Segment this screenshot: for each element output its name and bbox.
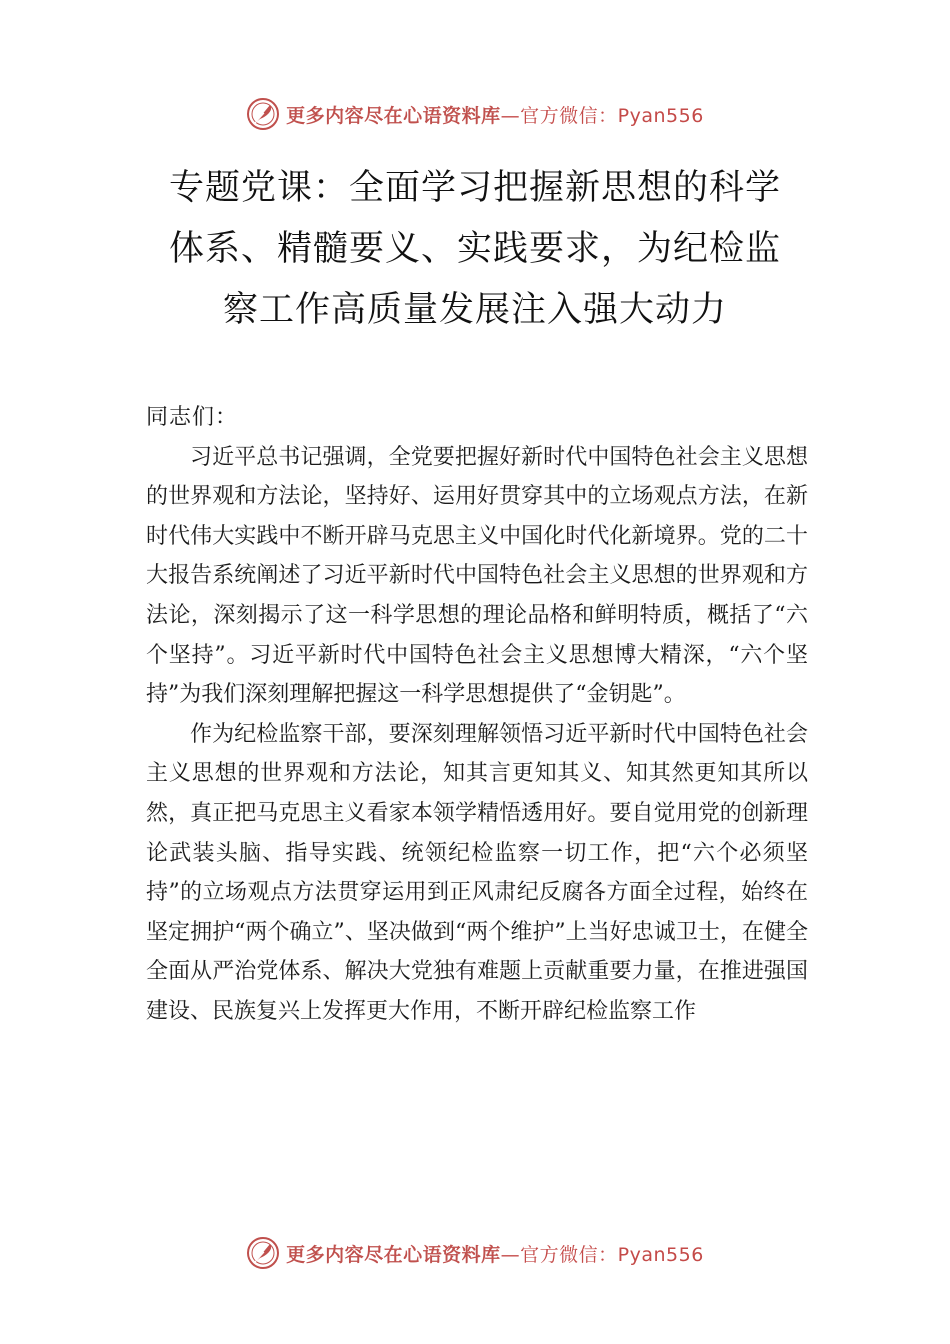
document-body [146, 398, 808, 1032]
watermark-wechat-text: —官方微信：Pyan556 [500, 1243, 704, 1266]
watermark-main-text: 更多内容尽在心语资料库 [286, 104, 501, 127]
watermark-main-text: 更多内容尽在心语资料库 [286, 1243, 501, 1266]
paragraph: 习近平总书记强调，全党要把握好新时代中国特色社会主义思想的世界观和方法论，坚持好、运用好贯穿其中的立场观点方法，在新时代伟大实践中不断开辟马克思主义中国化时代化新境界。党的二十大报告系统阐述了习近平新时代中国特色社会主义思想的世界观和方法论，深刻揭示了这一科学思想的理论品格和鲜明特质，概括了“六个坚持”。习近平新时代中国特色社会主义思想博大精深，“六个坚持”为我们深刻理解把握这一科学思想提供了“金钥匙”。 [146, 444, 808, 708]
quill-pen-logo-icon [246, 97, 280, 131]
paragraph: 作为纪检监察干部，要深刻理解领悟习近平新时代中国特色社会主义思想的世界观和方法论，知其言更知其义、知其然更知其所以然，真正把马克思主义看家本领学精悟透用好。要自觉用党的创新理论武装头脑、指导实践、统领纪检监察一切工作，把“六个必须坚持”的立场观点方法贯穿运用到正风肃纪反腐各方面全过程，始终在坚定拥护“两个确立”、坚决做到“两个维护”上当好忠诚卫士，在健全全面从严治党体系、解决大党独有难题上贡献重要力量，在推进强国建设、民族复兴上发挥更大作用，不断开辟纪检监察工作 [146, 721, 808, 1024]
title-line: 体系、精髓要义、实践要求，为纪检监 [168, 229, 781, 269]
watermark-wechat-text: —官方微信：Pyan556 [500, 104, 704, 127]
title-line: 察工作高质量发展注入强大动力 [222, 290, 727, 330]
quill-pen-logo-icon [246, 1236, 280, 1270]
title-line: 专题党课：全面学习把握新思想的科学 [168, 168, 781, 208]
watermark-footer [0, 1233, 950, 1273]
salutation: 同志们： [146, 405, 239, 430]
watermark-header [0, 94, 950, 134]
document-title [100, 158, 850, 341]
